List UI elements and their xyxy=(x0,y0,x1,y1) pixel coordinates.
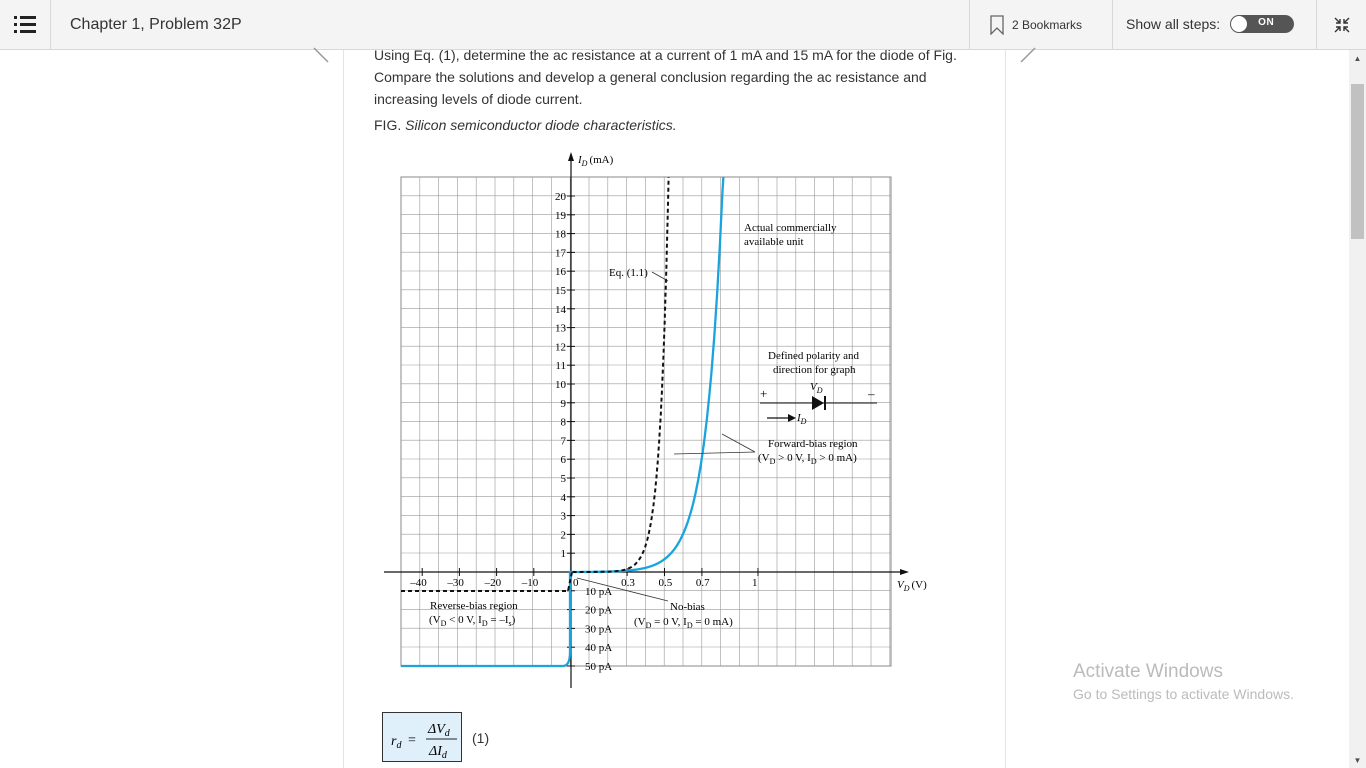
y-tick-label: 17 xyxy=(555,247,566,260)
menu-button[interactable] xyxy=(0,0,51,49)
y-tick-label: 13 xyxy=(555,322,566,335)
formula-equals: = xyxy=(408,733,416,748)
toggle-knob xyxy=(1231,16,1247,32)
scroll-up-icon[interactable]: ▲ xyxy=(1353,53,1362,63)
y-tick-label: 14 xyxy=(555,303,566,316)
graph-grid xyxy=(401,177,891,666)
y-tick-label: 9 xyxy=(560,397,566,410)
x-tick-label: 0.7 xyxy=(695,577,710,589)
x-tick-label: 0.5 xyxy=(658,577,673,589)
y-tick-label: 18 xyxy=(555,228,566,241)
vertical-scrollbar[interactable] xyxy=(1349,50,1366,768)
reverse-line1: Reverse-bias region xyxy=(430,600,518,612)
y-tick-label: 4 xyxy=(560,491,566,504)
bookmarks-label: 2 Bookmarks xyxy=(1012,17,1083,32)
formula-svg xyxy=(383,713,463,763)
neg-tick-label: 30 pA xyxy=(585,623,613,636)
plus-sign: + xyxy=(760,386,768,401)
y-tick-label: 1 xyxy=(560,548,566,561)
next-arrow-icon[interactable] xyxy=(1019,44,1039,64)
formula-lhs: $r_d$ xyxy=(391,734,402,751)
page-title: Chapter 1, Problem 32P xyxy=(70,16,242,33)
forward-line1: Forward-bias region xyxy=(768,438,858,450)
x-tick-label: –40 xyxy=(410,577,427,589)
x-tick-label: –10 xyxy=(521,577,539,589)
toggle-label: ON xyxy=(1258,17,1275,28)
x-tick-label: 1 xyxy=(752,577,758,589)
actual-label-line1: Actual commercially xyxy=(744,222,837,234)
figure-prefix: FIG. xyxy=(374,117,402,133)
neg-tick-label: 20 pA xyxy=(585,604,613,617)
forward-line2: ($V_D > 0$ V, $I_D > 0$ mA) xyxy=(758,452,857,466)
y-tick-label: 15 xyxy=(555,285,566,297)
previous-arrow-icon[interactable] xyxy=(310,44,330,64)
vd-label: $V_D$ xyxy=(810,381,823,395)
actual-label-line2: available unit xyxy=(744,236,804,248)
show-steps-toggle[interactable] xyxy=(1230,15,1294,33)
y-tick-label: 16 xyxy=(555,266,566,279)
formula-number: (1) xyxy=(472,730,490,746)
eq-label: Eq. (1.1) xyxy=(609,267,648,279)
show-steps xyxy=(1126,15,1294,33)
y-tick-label: 8 xyxy=(560,416,566,429)
collapse-button[interactable] xyxy=(1316,0,1366,49)
x-tick-label: –20 xyxy=(484,577,502,589)
nobias-line2: ($V_D = 0$ V, $I_D = 0$ mA) xyxy=(634,616,733,630)
list-icon xyxy=(14,16,36,34)
id-label: $I_D$ xyxy=(797,412,807,426)
y-tick-label: 6 xyxy=(560,454,566,467)
x-tick-label: 0 xyxy=(573,577,579,589)
x-axis-arrow xyxy=(900,569,909,575)
y-tick-label: 7 xyxy=(560,435,566,448)
y-tick-label: 2 xyxy=(560,529,566,542)
neg-tick-label: 10 pA xyxy=(585,585,613,598)
y-tick-label: 3 xyxy=(560,510,566,523)
watermark-subtitle: Go to Settings to activate Windows. xyxy=(1073,686,1294,702)
scrollbar-thumb[interactable] xyxy=(1351,84,1364,239)
formula-denominator: $\Delta I_d$ xyxy=(429,744,447,761)
scroll-down-icon[interactable]: ▼ xyxy=(1353,755,1362,765)
y-tick-label: 5 xyxy=(560,473,566,485)
formula-box xyxy=(382,712,462,762)
x-tick-label: 0.3 xyxy=(621,577,635,589)
watermark-title: Activate Windows xyxy=(1073,661,1223,682)
polarity-line1: Defined polarity and xyxy=(768,350,860,362)
figure-caption xyxy=(374,117,677,133)
figure-caption-text: Silicon semiconductor diode characteristics. xyxy=(405,117,677,133)
x-axis-label: $V_D$ (V) xyxy=(897,579,927,593)
minus-sign: – xyxy=(868,386,875,401)
show-steps-label: Show all steps: xyxy=(1126,16,1221,32)
bookmark-icon xyxy=(990,15,1004,35)
y-tick-label: 11 xyxy=(555,360,566,373)
neg-tick-label: 40 pA xyxy=(585,642,613,655)
collapse-arrows-icon xyxy=(1334,17,1350,33)
problem-text: Using Eq. (1), determine the ac resistance at a current of 1 mA and 15 mA for the diode of Fig. Compare the solutions and develop a general conclusion regarding the ac resistance and increasing levels of diode current. xyxy=(374,47,957,107)
y-tick-label: 20 xyxy=(555,191,566,203)
nobias-line1: No-bias xyxy=(670,601,705,613)
y-tick-label: 12 xyxy=(555,341,566,354)
polarity-line2: direction for graph xyxy=(773,364,856,376)
x-tick-label: –30 xyxy=(447,577,464,589)
y-tick-label: 19 xyxy=(555,209,566,222)
formula-numerator: $\Delta V_d$ xyxy=(428,722,450,739)
bookmarks-button[interactable] xyxy=(969,0,1113,49)
reverse-line2: ($V_D < 0$ V, $I_D = -I_s$) xyxy=(429,614,516,628)
top-bar xyxy=(0,0,1366,50)
y-axis-arrow xyxy=(568,152,574,161)
y-tick-label: 10 xyxy=(555,379,566,391)
y-axis-label: $I_D$ (mA) xyxy=(578,154,614,168)
diode-characteristics-figure xyxy=(375,148,955,693)
neg-tick-label: 50 pA xyxy=(585,661,613,673)
